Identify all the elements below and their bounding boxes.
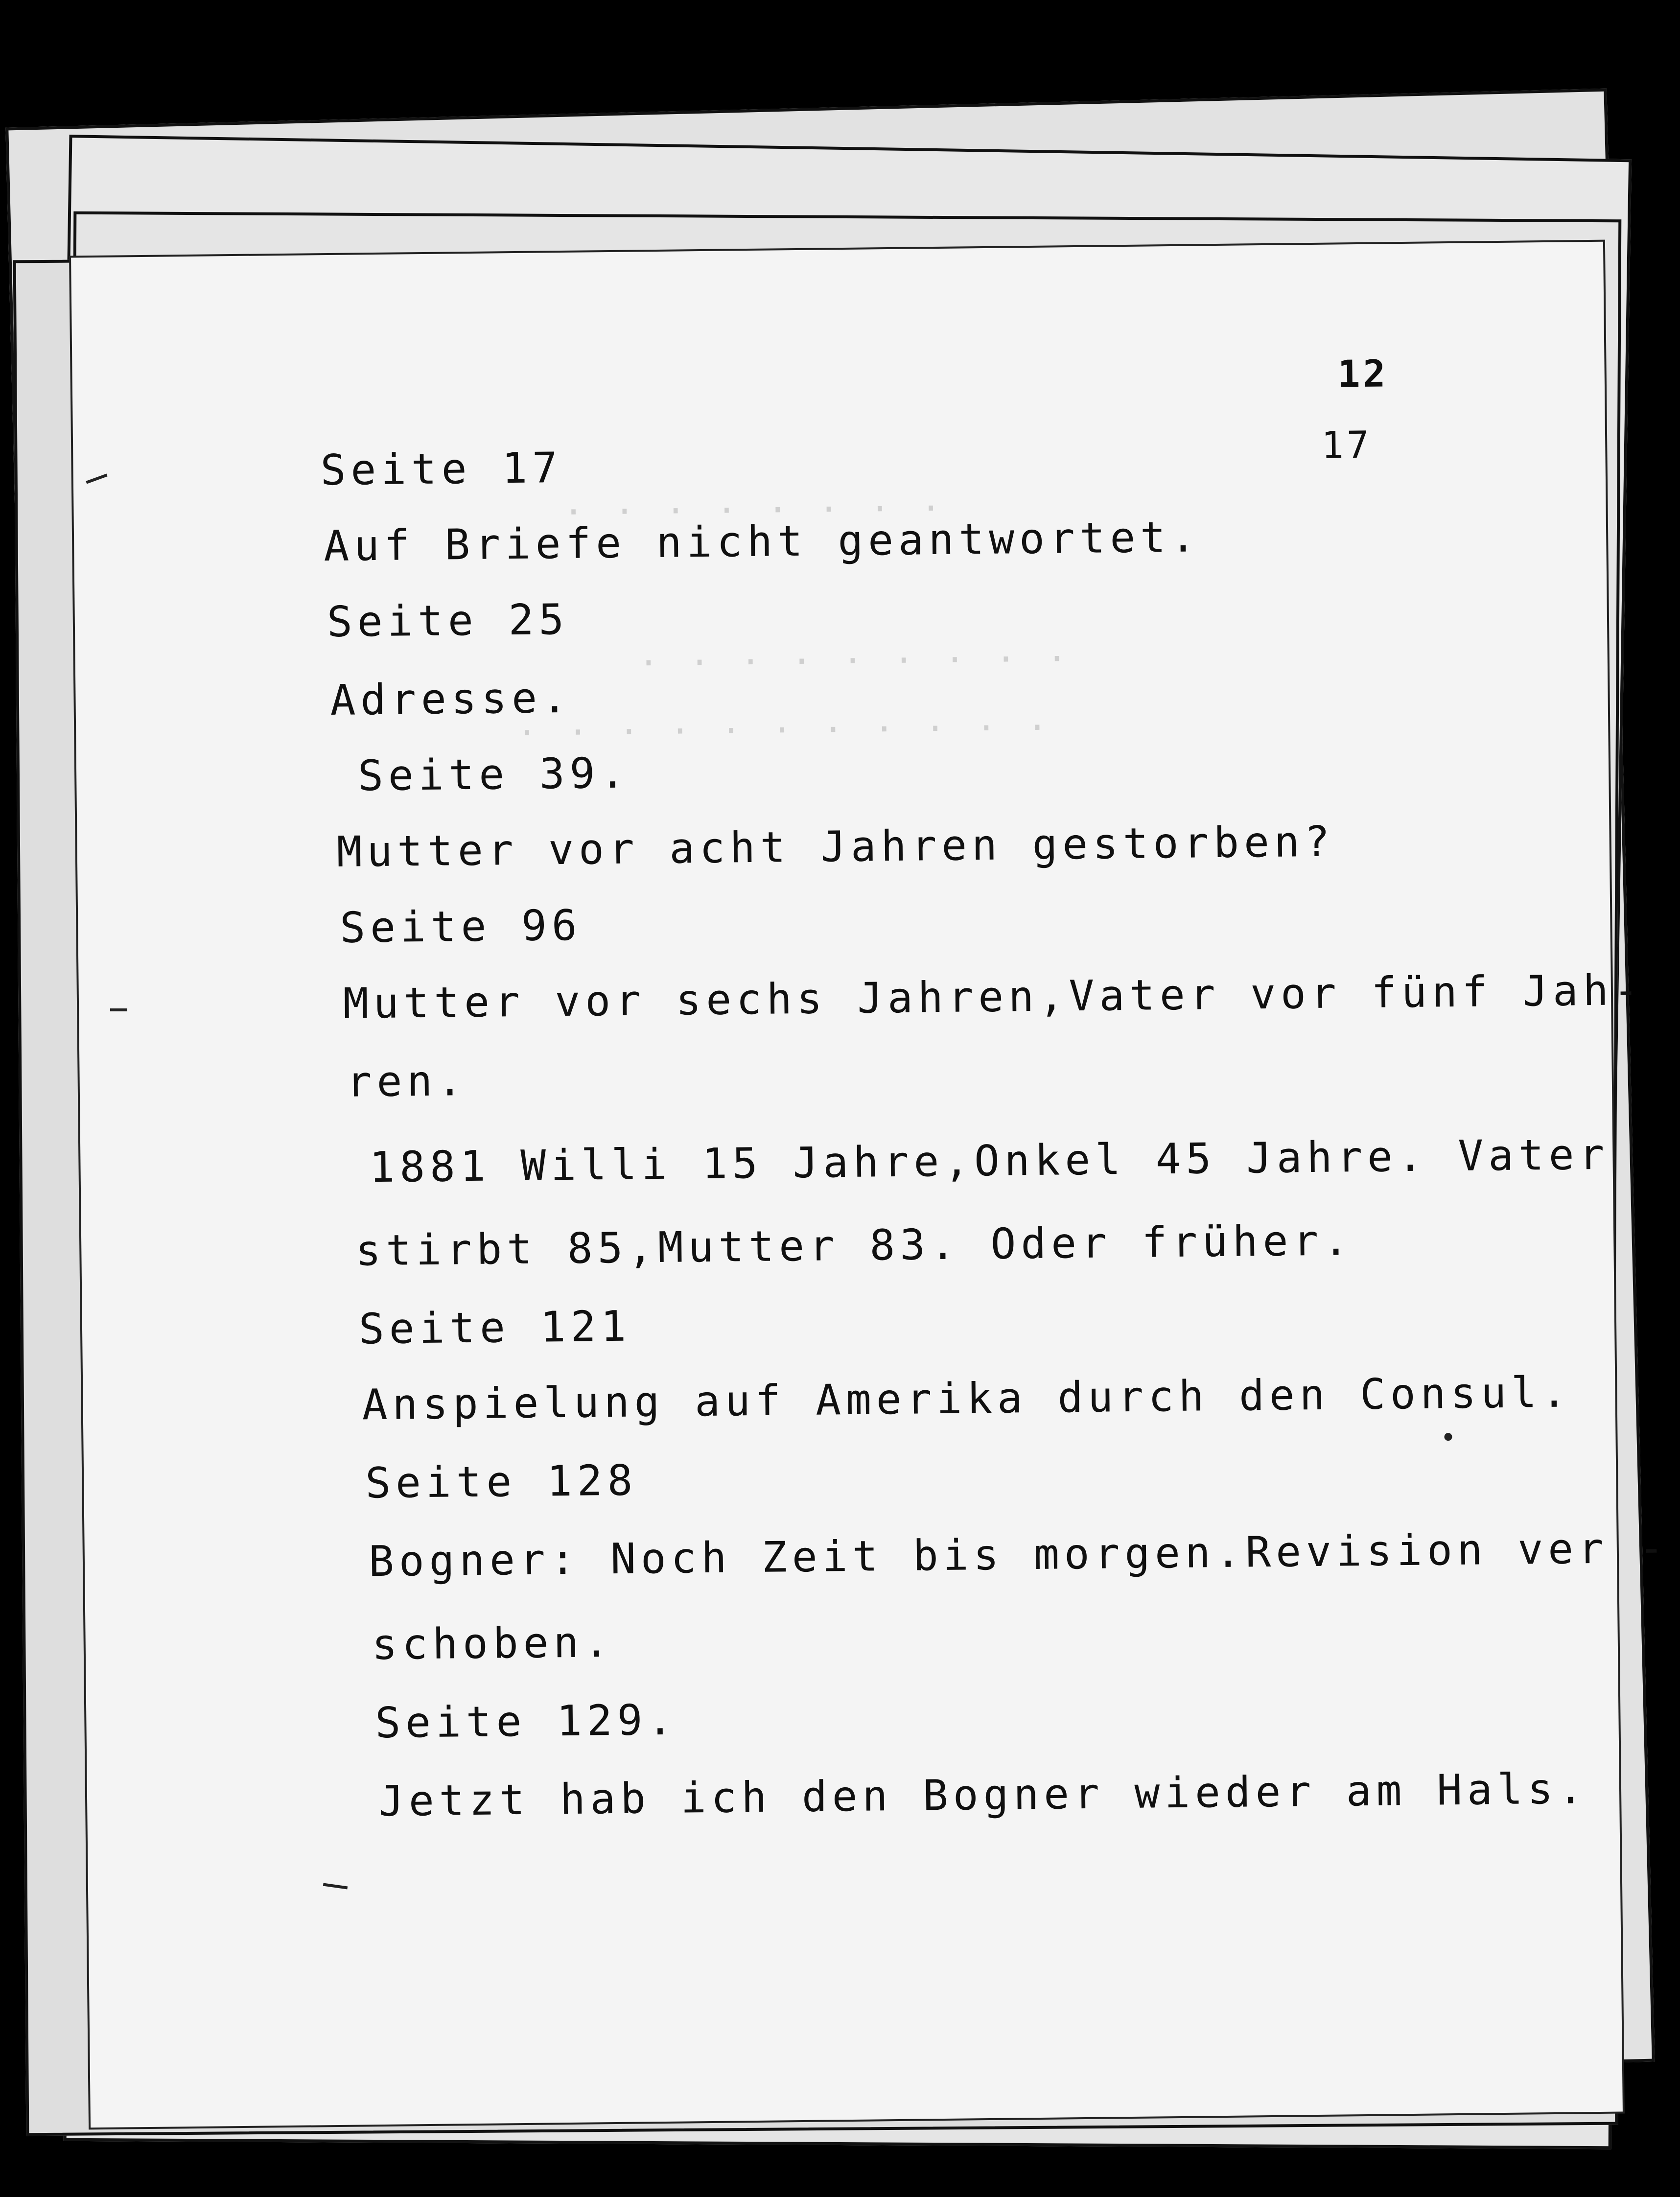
page-number-corrected: 17 [1321,422,1373,467]
entry-heading: Seite 129. [374,1695,678,1748]
entry-text: ren. [346,1056,468,1107]
entry-text: stirbt 85,Mutter 83. Oder früher. [355,1216,1354,1276]
entry-text: schoben. [372,1618,614,1670]
entry-heading: Seite 128 [365,1456,638,1508]
typed-page [71,242,1669,2128]
entry-text: Mutter vor acht Jahren gestorben? [336,817,1335,877]
entry-text: Adresse. [330,673,573,725]
entry-heading: Seite 121 [358,1302,631,1354]
bleed-through: . . . . . . . . . [638,629,1073,674]
entry-heading: Seite 25 [327,595,569,647]
margin-mark [110,1008,127,1011]
bleed-through: . . . . . . . . . . . [516,698,1053,744]
entry-text: Auf Briefe nicht geantwortet. [323,513,1201,571]
bleed-through: . . . . . . . . [562,478,946,523]
page-number-original: 12 [1337,351,1389,396]
entry-text: Mutter vor sechs Jahren,Vater vor fünf Jah- [343,965,1644,1028]
entry-text: 1881 Willi 15 Jahre,Onkel 45 Jahre. Vater [369,1130,1610,1192]
entry-text: Jetzt hab ich den Bogner wieder am Hals. [378,1764,1588,1826]
entry-text: Anspielung auf Amerika durch den Consul. [362,1368,1572,1430]
ink-dot [1444,1433,1452,1441]
entry-text: Bogner: Noch Zeit bis morgen.Revision ver - [368,1523,1669,1587]
entry-heading: Seite 39. [357,748,630,801]
entry-heading: Seite 17 [320,444,563,495]
entry-heading: Seite 96 [339,901,583,953]
